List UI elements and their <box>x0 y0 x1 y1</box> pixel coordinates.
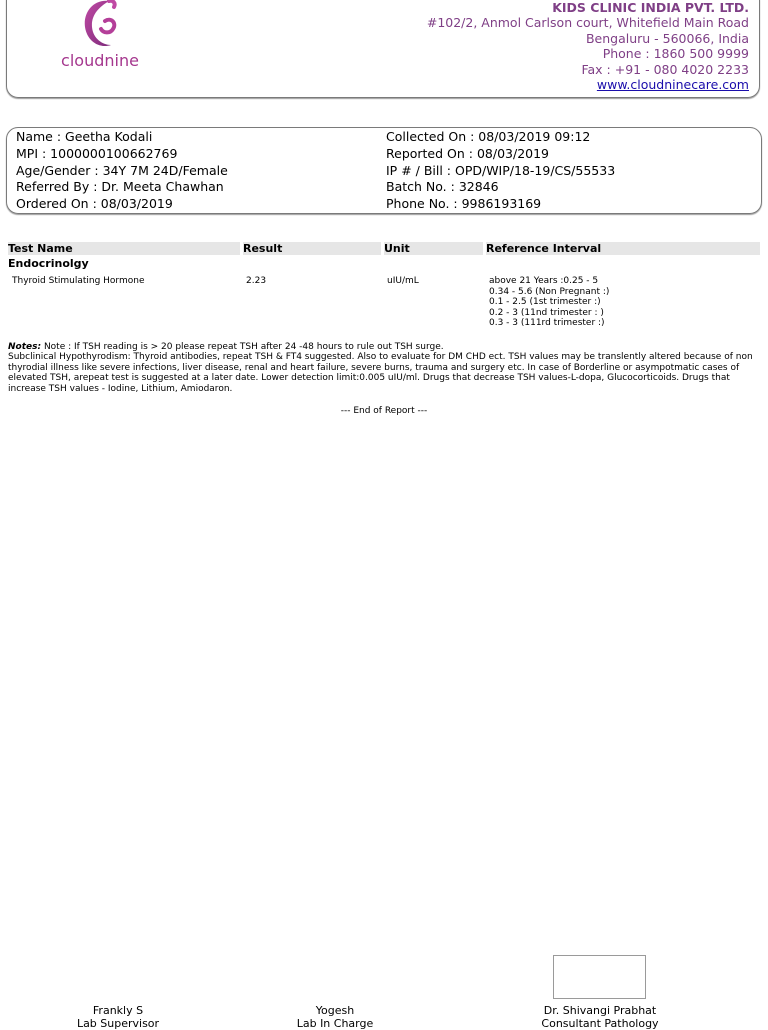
header-result: Result <box>243 242 381 255</box>
collected-on: Collected On : 08/03/2019 09:12 <box>386 129 591 144</box>
table-header <box>8 242 760 255</box>
patient-ordered-on: Ordered On : 08/03/2019 <box>16 196 173 212</box>
phone-no: Phone No. : 9986193169 <box>386 196 542 212</box>
company-fax: Fax : +91 - 080 4020 2233 <box>581 61 749 77</box>
notes-line1: Note : If TSH reading is > 20 please repeat TSH after 24 -48 hours to rule out TSH surge. <box>41 342 444 352</box>
signature-role: Consultant Pathology <box>541 1017 659 1030</box>
report-header <box>6 0 760 98</box>
unit-cell: uIU/mL <box>387 276 419 286</box>
company-info <box>427 0 749 93</box>
batch-no: Batch No. : 32846 <box>386 179 499 195</box>
reference-line: 0.3 - 3 (111rd trimester :) <box>489 318 605 328</box>
reference-line: 0.1 - 2.5 (1st trimester :) <box>489 297 601 307</box>
signature-role: Lab In Charge <box>296 1017 374 1030</box>
notes-label: Notes: <box>8 342 42 352</box>
signature-name: Frankly S <box>92 1004 144 1017</box>
patient-mpi: MPI : 1000000100662769 <box>16 145 178 161</box>
header-unit: Unit <box>384 242 483 255</box>
ip-bill: IP # / Bill : OPD/WIP/18-19/CS/55533 <box>386 162 616 178</box>
test-name-cell: Thyroid Stimulating Hormone <box>12 276 145 286</box>
patient-info-left <box>16 129 228 213</box>
signature-name: Yogesh <box>315 1004 355 1017</box>
company-legal-name: KIDS CLINIC INDIA PVT. LTD. <box>552 0 749 15</box>
cloudnine-logo <box>59 0 141 71</box>
notes-body: Subclinical Hypothyrodism: Thyroid antibodies, repeat TSH & FT4 suggested. Also to evaluate for DM CHD ect. TSH values may be translently altered because of non thyrodial illness like severe infections, liver disease, renal and heart failure, severe burns, trauma and surgery etc. In case of Borderline or asympotmatic cases of elevated TSH, arepeat test is suggested at a later date. Lower detection limit:0.005 uIU/ml. Drugs that decrease TSH values-L-dopa, Glucocorticoids. Drugs that increase TSH values - Iodine, Lithium, Amiodaron. <box>8 352 753 394</box>
patient-info-right <box>386 129 615 213</box>
signature-lab-supervisor <box>58 1004 178 1030</box>
company-address-line1: #102/2, Anmol Carlson court, Whitefield Main Road <box>426 15 749 30</box>
company-address-line2: Bengaluru - 560066, India <box>585 30 749 46</box>
patient-age-gender: Age/Gender : 34Y 7M 24D/Female <box>16 162 228 178</box>
signature-consultant-pathology <box>520 1004 680 1030</box>
patient-info-box <box>6 127 762 214</box>
reference-line: 0.2 - 3 (11nd trimester : ) <box>489 307 604 318</box>
patient-referred-by: Referred By : Dr. Meeta Chawhan <box>16 179 224 195</box>
company-phone: Phone : 1860 500 9999 <box>602 46 749 61</box>
end-of-report: --- End of Report --- <box>340 406 428 416</box>
result-cell: 2.23 <box>246 276 267 286</box>
header-reference-interval: Reference Interval <box>486 242 760 255</box>
company-website-link[interactable]: www.cloudninecare.com <box>596 77 749 92</box>
cloudnine-c-icon <box>79 0 121 51</box>
signature-lab-in-charge <box>275 1004 395 1030</box>
results-table <box>8 242 760 328</box>
logo-text: cloudnine <box>61 51 139 70</box>
header-test-name: Test Name <box>8 242 240 255</box>
signature-name: Dr. Shivangi Prabhat <box>543 1004 657 1017</box>
reported-on: Reported On : 08/03/2019 <box>386 145 550 161</box>
notes <box>8 342 763 394</box>
signature-role: Lab Supervisor <box>76 1017 160 1030</box>
section-title: Endocrinolgy <box>8 257 89 270</box>
signature-stamp-box <box>553 955 646 999</box>
reference-cell <box>489 276 609 329</box>
patient-name: Name : Geetha Kodali <box>16 129 153 144</box>
reference-line: 0.34 - 5.6 (Non Pregnant :) <box>489 286 610 297</box>
reference-line: above 21 Years :0.25 - 5 <box>489 276 599 286</box>
